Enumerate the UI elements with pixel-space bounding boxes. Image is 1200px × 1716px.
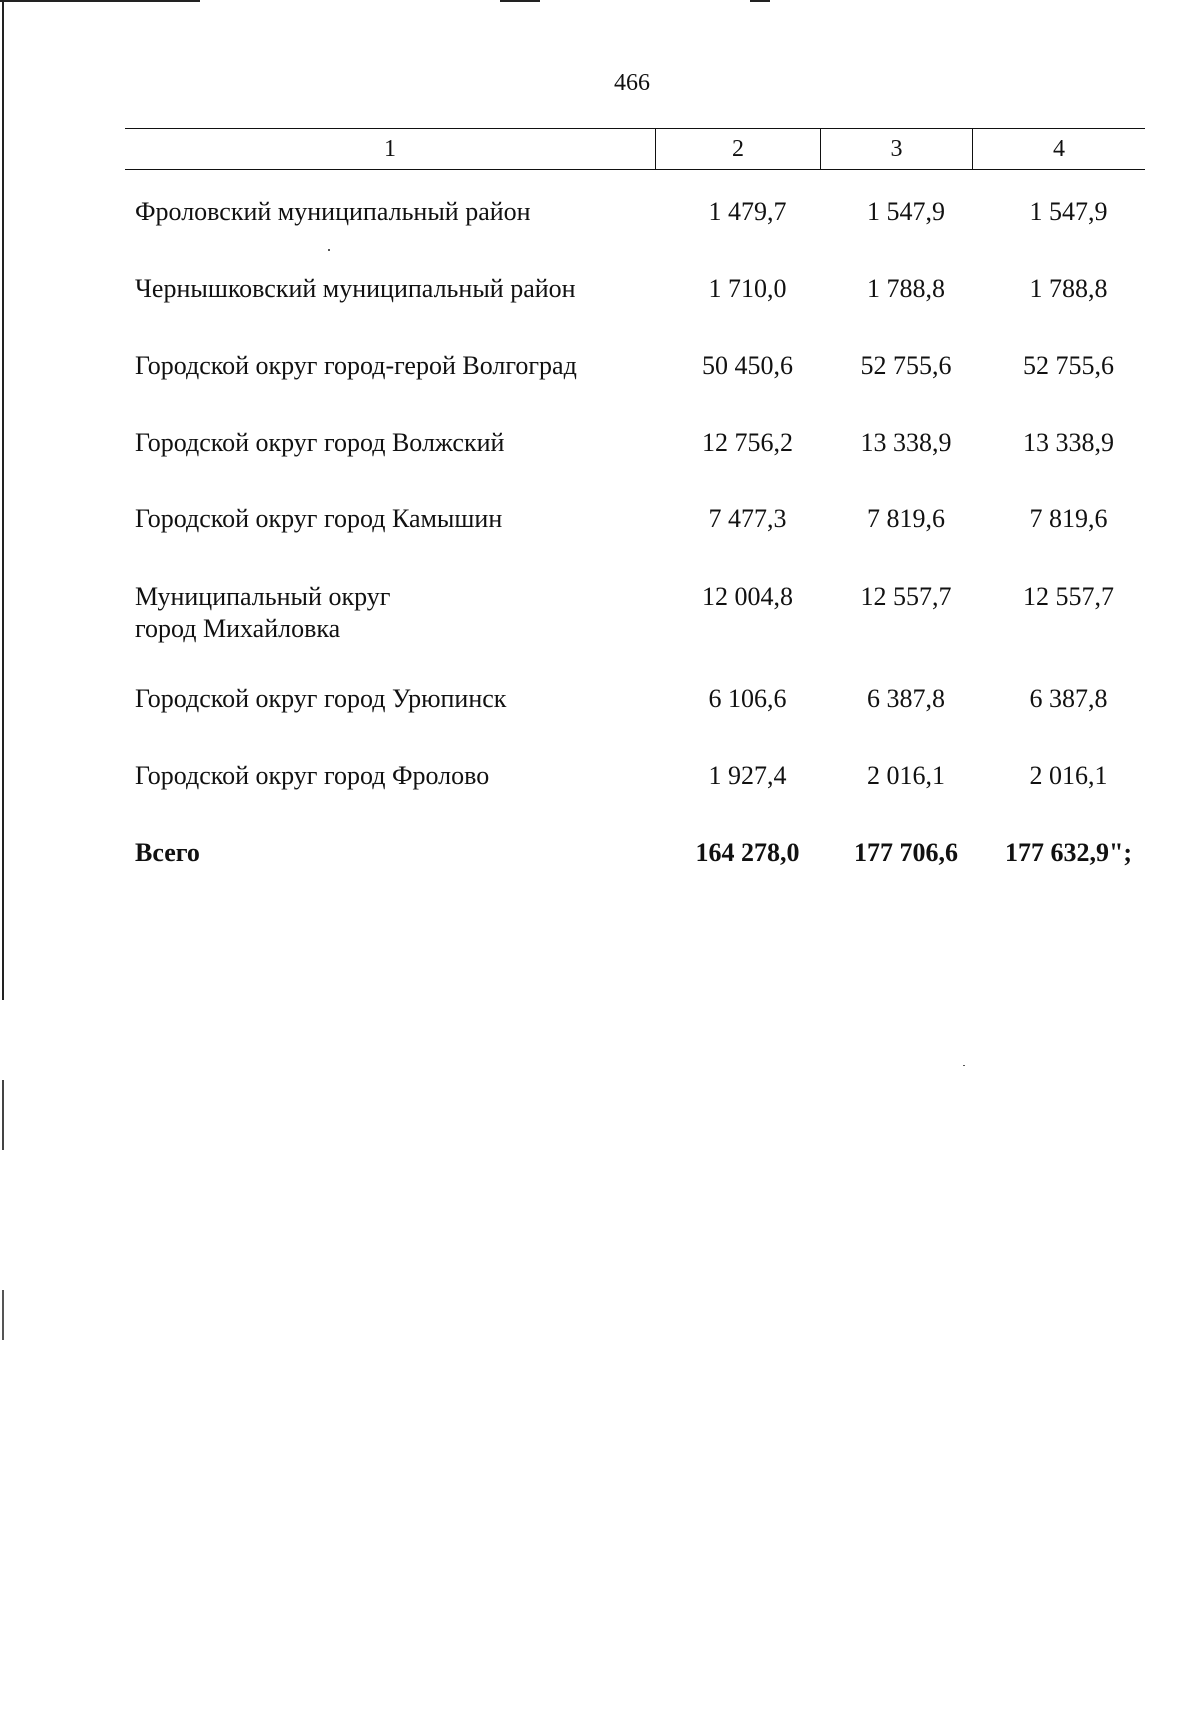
row-value-col2: 6 106,6 <box>708 684 787 713</box>
table-row <box>135 581 1145 645</box>
row-value-col3: 6 387,8 <box>867 684 945 713</box>
table-header <box>125 128 1145 170</box>
row-value-col4: 12 557,7 <box>1023 582 1114 611</box>
row-value-col2: 1 479,7 <box>708 197 787 226</box>
row-value-col2: 12 756,2 <box>702 428 793 457</box>
row-value-col3: 7 819,6 <box>867 504 945 533</box>
row-value-col2: 1 710,0 <box>708 274 787 303</box>
row-value-col3: 52 755,6 <box>860 351 952 380</box>
column-header-1: 1 <box>384 136 396 162</box>
row-value-col3: 13 338,9 <box>860 428 952 457</box>
total-label: Всего <box>135 838 200 867</box>
row-value-col4: 1 547,9 <box>1029 197 1108 226</box>
page-number: 466 <box>614 70 650 96</box>
row-name: Чернышковский муниципальный район <box>135 274 576 303</box>
row-name: Городской округ город Фролово <box>135 761 490 790</box>
column-header-3: 3 <box>820 129 972 169</box>
row-value-col3: 2 016,1 <box>867 761 945 790</box>
row-name: Фроловский муниципальный район <box>135 197 531 226</box>
row-value-col3: 12 557,7 <box>860 582 952 611</box>
row-value-col4: 7 819,6 <box>1029 504 1108 533</box>
row-value-col2: 12 004,8 <box>702 582 793 611</box>
scan-edge-top <box>0 0 1200 2</box>
scan-edge-top-segment <box>750 0 770 2</box>
total-value-col3: 177 706,6 <box>854 838 958 867</box>
scan-edge-left <box>2 0 4 1716</box>
row-value-col4: 1 788,8 <box>1029 274 1108 303</box>
row-name: Городской округ город-герой Волгоград <box>135 351 577 380</box>
row-value-col2: 7 477,3 <box>708 504 787 533</box>
column-header-4: 4 <box>972 129 1145 169</box>
row-name <box>135 581 655 645</box>
row-name-line2: город Михайловка <box>135 614 341 643</box>
row-value-col3: 1 547,9 <box>867 197 945 226</box>
row-value-col4: 6 387,8 <box>1029 684 1108 713</box>
row-value-col2: 1 927,4 <box>708 761 787 790</box>
total-value-col4: 177 632,9"; <box>1004 838 1133 867</box>
row-name: Городской округ город Волжский <box>135 428 505 457</box>
row-value-col4: 52 755,6 <box>1023 351 1114 380</box>
row-name: Городской округ город Камышин <box>135 504 503 533</box>
scan-edge-top-segment <box>0 0 200 2</box>
scan-speck <box>963 1065 965 1066</box>
total-value-col2: 164 278,0 <box>695 838 800 867</box>
row-name: Городской округ город Урюпинск <box>135 684 507 713</box>
scan-speck <box>328 249 330 251</box>
row-value-col4: 13 338,9 <box>1023 428 1114 457</box>
scan-edge-top-segment <box>500 0 540 2</box>
column-header-2: 2 <box>655 129 820 169</box>
row-name-line1: Муниципальный округ <box>135 582 391 611</box>
row-value-col4: 2 016,1 <box>1029 761 1108 790</box>
row-value-col3: 1 788,8 <box>867 274 945 303</box>
row-value-col2: 50 450,6 <box>702 351 793 380</box>
